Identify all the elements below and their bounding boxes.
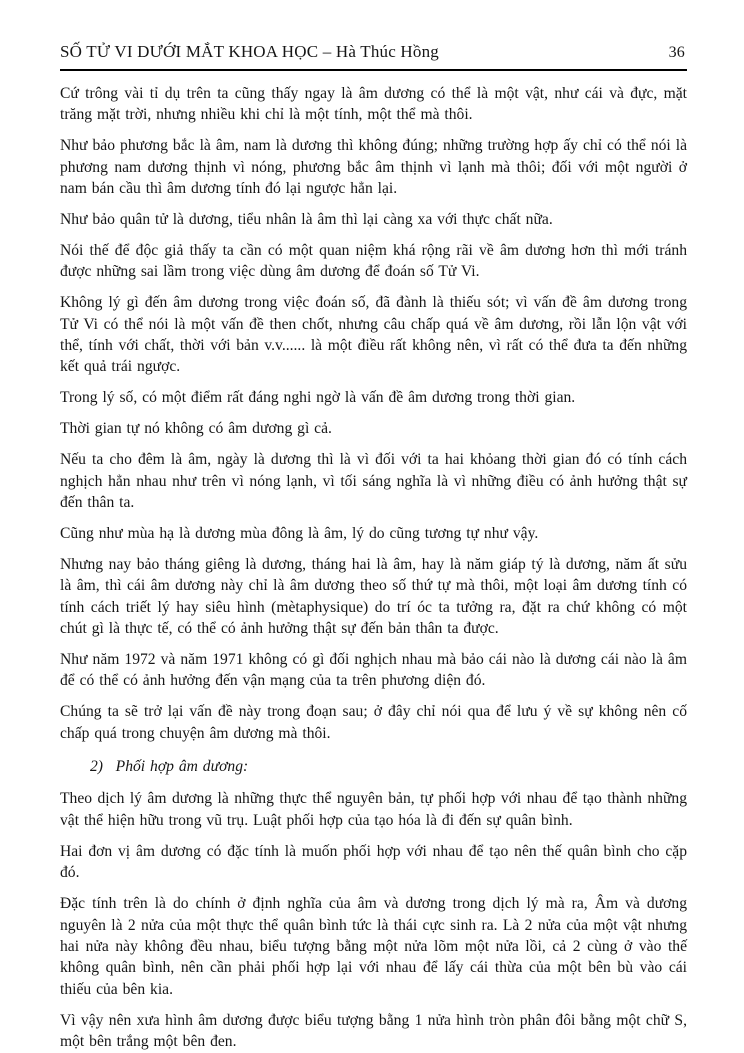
- section-heading-phoi-hop-am-duong: 2) Phối hợp âm dương:: [90, 758, 249, 776]
- page-header: [60, 42, 687, 62]
- page-number: 36: [668, 44, 685, 61]
- paragraph-10: Nhưng nay bảo tháng giêng là dương, tháng hai là âm, hay là năm giáp tý là dương, năm ất sửu là âm, thì cái âm dương này chỉ là âm dương theo số thứ tự mà thôi, một loại âm dương tính có tính cách triết lý hay siêu hình (mètaphysique) do trí óc ta tưởng ra, đặt ra chứ không có một chút gì là thực tế, có thể có ảnh hưởng thật sự đến bản thân ta được.: [60, 555, 687, 638]
- paragraph-9: Cũng như mùa hạ là dương mùa đông là âm, lý do cũng tương tự như vậy.: [60, 524, 539, 542]
- paragraph-8: Nếu ta cho đêm là âm, ngày là dương thì là vì đối với ta hai khỏang thời gian đó có tính cách nghịch hẳn nhau như trên vì nóng lạnh, vì tối sáng nghĩa là vì những điều có ảnh hưởng thật sự đến thân ta.: [60, 451, 687, 511]
- paragraph-15: Đặc tính trên là do chính ở định nghĩa của âm và dương trong dịch lý mà ra, Âm và dương nguyên là 2 nửa của một thực thể quân bình tức là thái cực sinh ra. Là 2 nửa của một vật nhưng hai nửa này không đều nhau, biểu tượng bằng một nửa lõm một nửa lồi, cả 2 cùng ở vào thế không quân bình, nên cần phải phối hợp lại với nhau để lấy cái thừa của một bên bù vào cái thiếu của bên kia.: [60, 895, 687, 998]
- header-rule: [60, 69, 687, 71]
- paragraph-3: Như bảo quân tử là dương, tiểu nhân là âm thì lại càng xa với thực chất nữa.: [60, 211, 553, 229]
- paragraph-2: Như bảo phương bắc là âm, nam là dương thì không đúng; những trường hợp ấy chỉ có thể nói là phương nam dương thịnh vì nóng, phương bắc âm thịnh vì lạnh mà thôi; đối với một người ở nam bán cầu thì âm dương tính đó lại ngược hẳn lại.: [60, 137, 687, 198]
- paragraph-7: Thời gian tự nó không có âm dương gì cả.: [60, 420, 332, 438]
- paragraph-1: Cứ trông vài tỉ dụ trên ta cũng thấy ngay là âm dương có thể là một vật, như cái và đực, mặt trăng mặt trời, nhưng nhiều khi chỉ là một tính, một thể mà thôi.: [60, 85, 687, 124]
- paragraph-12: Chúng ta sẽ trở lại vấn đề này trong đoạn sau; ở đây chỉ nói qua để lưu ý về sự không nên cố chấp quá trong chuyện âm dương mà thôi.: [60, 703, 687, 742]
- paragraph-4: Nói thế để độc giả thấy ta cần có một quan niệm khá rộng rãi về âm dương hơn thì mới tránh được những sai lầm trong việc dùng âm dương để đoán số Tử Vi.: [60, 241, 687, 281]
- paragraph-5: Không lý gì đến âm dương trong việc đoán số, đã đành là thiếu sót; vì vấn đề âm dương trong Tử Vi có thể nói là một vấn đề then chốt, nhưng câu chấp quá về âm dương, rồi lẫn lộn vật với thể, tính với chất, thời với bản v.v...... là một điều rất không nên, vì rất có thể đưa ta đến những kết quả trái ngược.: [60, 294, 687, 376]
- paragraph-14: Hai đơn vị âm dương có đặc tính là muốn phối hợp với nhau để tạo nên thế quân bình cho cặp đó.: [60, 842, 687, 882]
- paragraph-6: Trong lý số, có một điểm rất đáng nghi ngờ là vấn đề âm dương trong thời gian.: [60, 389, 576, 407]
- page-body: [60, 83, 687, 1052]
- paragraph-13: Theo dịch lý âm dương là những thực thể nguyên bản, tự phối hợp với nhau để tạo thành những vật thể hiện hữu trong vũ trụ. Luật phối hợp của tạo hóa là đi đến sự quân bình.: [60, 790, 687, 829]
- paragraph-11: Như năm 1972 và năm 1971 không có gì đối nghịch nhau mà bảo cái nào là dương cái nào là âm để có thể có ảnh hưởng đến vận mạng của ta trên phương diện đó.: [60, 650, 687, 690]
- running-title: SỐ TỬ VI DƯỚI MẮT KHOA HỌC – Hà Thúc Hồng: [60, 42, 439, 61]
- paragraph-16: Vì vậy nên xưa hình âm dương được biểu tượng bằng 1 nửa hình tròn phân đôi bằng một chữ S, một bên trắng một bên đen.: [60, 1011, 687, 1051]
